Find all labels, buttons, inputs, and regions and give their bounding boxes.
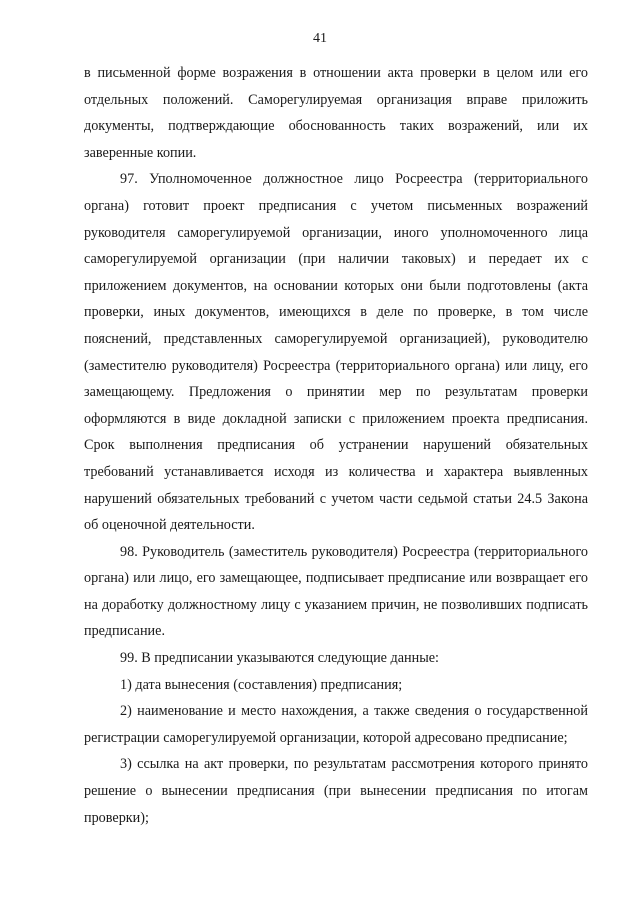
paragraph-99: 99. В предписании указываются следующие данные: bbox=[120, 650, 439, 667]
list-item-1: 1) дата вынесения (составления) предписания; bbox=[120, 676, 403, 693]
paragraph-98: 98. Руководитель (заместитель руководителя) Росреестра (территориального органа) или лицо, его замещающее, подписывает предписание или возвращает его на доработку должностному лицу с указанием причин, не позволивших подписать предписание. bbox=[84, 543, 588, 640]
page-number: 41 bbox=[313, 31, 327, 46]
list-item-2: 2) наименование и место нахождения, а также сведения о государственной регистрации саморегулируемой организации, которой адресовано предписание; bbox=[84, 703, 588, 746]
paragraph-continuation: в письменной форме возражения в отношении акта проверки в целом или его отдельных положений. Саморегулируемая организация вправе приложить документы, подтверждающие обоснованность таких возражений, или их заверенные копии. bbox=[84, 65, 588, 161]
paragraph-97: 97. Уполномоченное должностное лицо Росреестра (территориального органа) готовит проект предписания с учетом письменных возражений руководителя саморегулируемой организации, иного уполномоченного лица саморегулируемой организации (при наличии таковых) и передает их с приложением документов, на основании которых они были подготовлены (акта проверки, иных документов, имеющихся в деле по проверке, в том числе пояснений, представленных саморегулируемой организацией), руководителю (заместителю руководителя) Росреестра (территориального органа) или лицу, его замещающему. Предложения о принятии мер по результатам проверки оформляются в виде докладной записки с приложением проекта предписания. Срок выполнения предписания об устранении нарушений обязательных требований устанавливается исходя из количества и характера выявленных нарушений обязательных требований с учетом части седьмой статьи 24.5 Закона об оценочной деятельности. bbox=[84, 171, 588, 534]
list-item-3: 3) ссылка на акт проверки, по результатам рассмотрения которого принято решение о вынесении предписания (при вынесении предписания по итогам проверки); bbox=[84, 756, 588, 826]
body-text bbox=[84, 60, 588, 831]
